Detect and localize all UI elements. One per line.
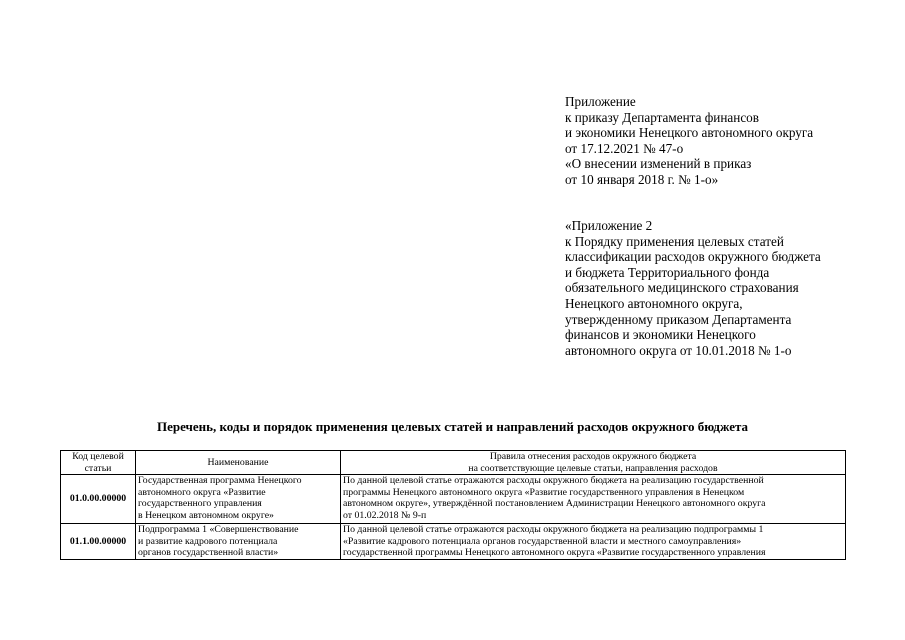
appendix2-line: обязательного медицинского страхования	[565, 280, 799, 296]
row-rules-line: автономном округе», утверждённой постановлением Администрации Ненецкого автономного округа	[343, 498, 766, 510]
row-name-line: органов государственной власти»	[138, 547, 279, 559]
row-code: 01.1.00.00000	[61, 524, 136, 560]
appendix-block	[565, 94, 813, 188]
document-title: Перечень, коды и порядок применения целевых статей и направлений расходов окружного бюджета	[156, 419, 749, 434]
row-rules	[341, 475, 846, 524]
table-row	[61, 524, 846, 560]
row-name-line: и развитие кадрового потенциала	[138, 535, 278, 547]
row-code: 01.0.00.00000	[61, 475, 136, 524]
row-rules-line: программы Ненецкого автономного округа «Развитие государственного управления в Ненецком	[343, 486, 745, 498]
table-header-row	[61, 451, 846, 475]
row-name-line: автономного округа «Развитие	[138, 486, 266, 498]
row-name	[136, 475, 341, 524]
header-code-line: статьи	[84, 462, 112, 474]
header-name: Наименование	[136, 451, 341, 475]
appendix-line: Приложение	[565, 94, 636, 109]
appendix-line: «О внесении изменений в приказ	[565, 156, 752, 172]
appendix-line: от 17.12.2021 № 47-о	[565, 140, 684, 156]
row-rules-line: от 01.02.2018 № 9-п	[343, 509, 427, 521]
header-rules-line: Правила отнесения расходов окружного бюджета	[489, 451, 697, 462]
appendix-line: и экономики Ненецкого автономного округа	[565, 125, 814, 141]
appendix2-line: классификации расходов окружного бюджета	[565, 249, 821, 265]
appendix2-line: «Приложение 2	[565, 218, 653, 233]
appendix-line: от 10 января 2018 г. № 1-о»	[565, 171, 719, 187]
row-name-line: в Ненецком автономном округе»	[138, 509, 274, 521]
row-name	[136, 524, 341, 560]
appendix2-line: утвержденному приказом Департамента	[565, 311, 792, 327]
row-name-line: Подпрограмма 1 «Совершенствование	[138, 524, 299, 536]
appendix2-line: и бюджета Территориального фонда	[565, 264, 770, 280]
row-rules-line: По данной целевой статье отражаются расходы окружного бюджета на реализацию государственной	[343, 475, 764, 487]
header-code	[61, 451, 136, 475]
header-rules-line: на соответствующие целевые статьи, направления расходов	[468, 462, 718, 474]
appendix2-line: автономного округа от 10.01.2018 № 1-о	[565, 342, 792, 358]
appendix2-line: к Порядку применения целевых статей	[565, 233, 784, 249]
header-rules	[341, 451, 846, 475]
row-rules-line: государственной программы Ненецкого автономного округа «Развитие государственного управления	[343, 547, 766, 559]
table-row	[61, 475, 846, 524]
row-name-line: государственного управления	[138, 498, 262, 510]
appendix2-line: финансов и экономики Ненецкого	[565, 327, 756, 343]
header-code-line: Код целевой	[72, 451, 124, 462]
appendix2-line: Ненецкого автономного округа,	[565, 295, 743, 311]
row-rules	[341, 524, 846, 560]
appendix2-block	[565, 218, 821, 358]
row-rules-line: «Развитие кадрового потенциала органов государственной власти и местного самоуправления»	[343, 535, 742, 547]
row-rules-line: По данной целевой статье отражаются расходы окружного бюджета на реализацию подпрограммы 1	[343, 524, 764, 536]
appendix-line: к приказу Департамента финансов	[565, 109, 759, 125]
target-articles-table	[60, 450, 846, 560]
row-name-line: Государственная программа Ненецкого	[138, 475, 302, 487]
